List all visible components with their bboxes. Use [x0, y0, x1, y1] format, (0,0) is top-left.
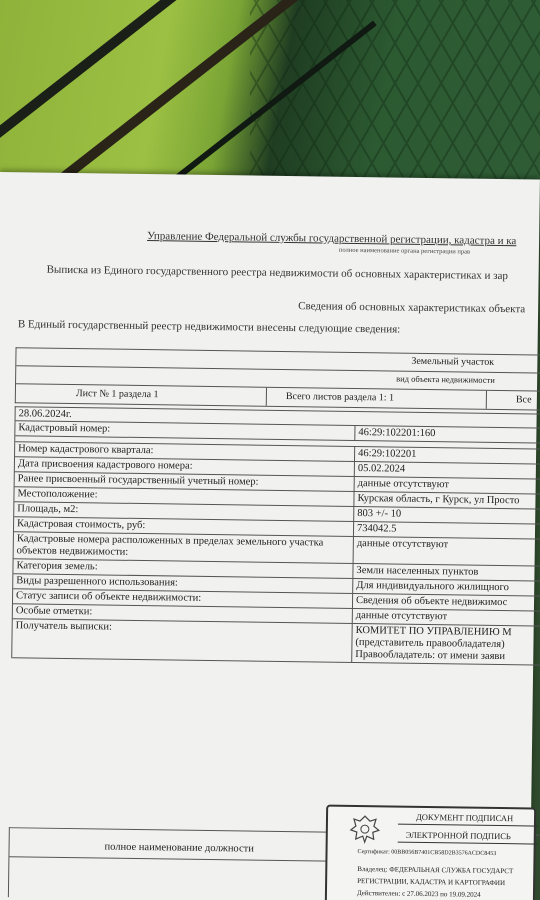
total-sheets: Всего листов раздела 1: 1 — [285, 391, 395, 404]
row-label: Категория земель: — [13, 559, 353, 578]
divider — [266, 388, 267, 406]
row-label: Получатель выписки: — [12, 619, 352, 662]
stamp-line-1: ДОКУМЕНТ ПОДПИСАН — [415, 811, 514, 824]
stamp-validity: Действителен: с 27.06.2023 по 19.09.2024 — [356, 889, 481, 899]
row-value: данные отсутствуют — [355, 610, 448, 623]
row-value: Сведения об объекте недвижимос — [355, 595, 508, 609]
e-signature-stamp — [325, 805, 537, 900]
row-value: Курская область, г Курск, ул Просто — [357, 493, 520, 507]
info-title: Сведения об основных характеристиках объекта — [298, 300, 526, 316]
stamp-divider — [398, 842, 538, 845]
row-value: Земли населенных пунктов — [356, 565, 479, 578]
row-label: Особые отметки: — [13, 604, 353, 623]
divider — [486, 391, 487, 409]
row-label: Номер кадастрового квартала: — [15, 442, 355, 461]
stamp-owner: Владелец: ФЕДЕРАЛЬНАЯ СЛУЖБА ГОСУДАРСТ — [357, 865, 514, 876]
recipient-value — [352, 624, 540, 665]
document-page — [0, 172, 540, 900]
document-date: 28.06.2024г. — [16, 407, 540, 429]
details-table — [11, 406, 540, 666]
table-row — [12, 619, 540, 666]
row-label: Виды разрешенного использования: — [13, 574, 353, 593]
row-value: данные отсутствуют — [357, 478, 450, 491]
row-value: данные отсутствуют — [356, 538, 449, 551]
row-label: Кадастровая стоимость, руб: — [14, 517, 354, 536]
all-sheets: Все — [515, 394, 532, 406]
row-label: Площадь, м2: — [14, 502, 354, 521]
row-label: Статус записи об объекте недвижимости: — [13, 589, 353, 608]
stamp-owner-2: РЕГИСТРАЦИИ, КАДАСТРА И КАРТОГРАФИИ — [357, 877, 506, 888]
object-kind-label: вид объекта недвижимости — [396, 373, 495, 385]
position-label: полное наименование должности — [104, 841, 254, 855]
intro-text: В Единый государственный реестр недвижимости внесены следующие сведения: — [17, 318, 401, 336]
row-label: Местоположение: — [14, 487, 354, 506]
extract-title: Выписка из Единого государственного реестра недвижимости об основных характеристиках и зар — [46, 263, 509, 283]
row-value: 803 +/- 10 — [357, 508, 402, 520]
agency-name-caption: полное наименование органа регистрации прав — [338, 246, 471, 256]
quilt-pattern — [250, 0, 540, 190]
row-value: Для индивидуального жилищного — [356, 580, 509, 594]
row-value: 734042.5 — [356, 523, 397, 535]
recipient-role: (представитель правообладателя) — [355, 637, 505, 651]
recipient-owner: Правообладатель: от имени заяви — [355, 649, 506, 663]
signature-line — [9, 856, 339, 862]
object-frame — [15, 347, 540, 411]
recipient-name: КОМИТЕТ ПО УПРАВЛЕНИЮ М — [355, 625, 512, 639]
row-label: Ранее присвоенный государственный учетный номер: — [15, 472, 355, 491]
emblem-icon — [348, 813, 382, 845]
row-label: Кадастровый номер: — [15, 421, 355, 440]
row-value: 46:29:102201:160 — [358, 427, 436, 440]
sheet-number: Лист № 1 раздела 1 — [75, 388, 159, 401]
agency-name: Управление Федеральной службы государственной регистрации, кадастра и ка — [147, 230, 517, 248]
object-type: Земельный участок — [411, 355, 495, 368]
row-value: 46:29:102201 — [358, 448, 417, 460]
fabric-background — [0, 0, 540, 190]
row-value: 05.02.2024 — [357, 463, 406, 475]
stamp-line-2: ЭЛЕКТРОННОЙ ПОДПИСЬ — [405, 829, 511, 842]
row-label: Дата присвоения кадастрового номера: — [15, 457, 355, 476]
stamp-certificate: Сертификат: 00BB056B7401CB58D2B3576ACDC8453 — [357, 849, 497, 857]
row-label: Кадастровые номера расположенных в пределах земельного участка объектов недвижимости: — [14, 532, 354, 563]
stamp-divider — [398, 824, 538, 827]
